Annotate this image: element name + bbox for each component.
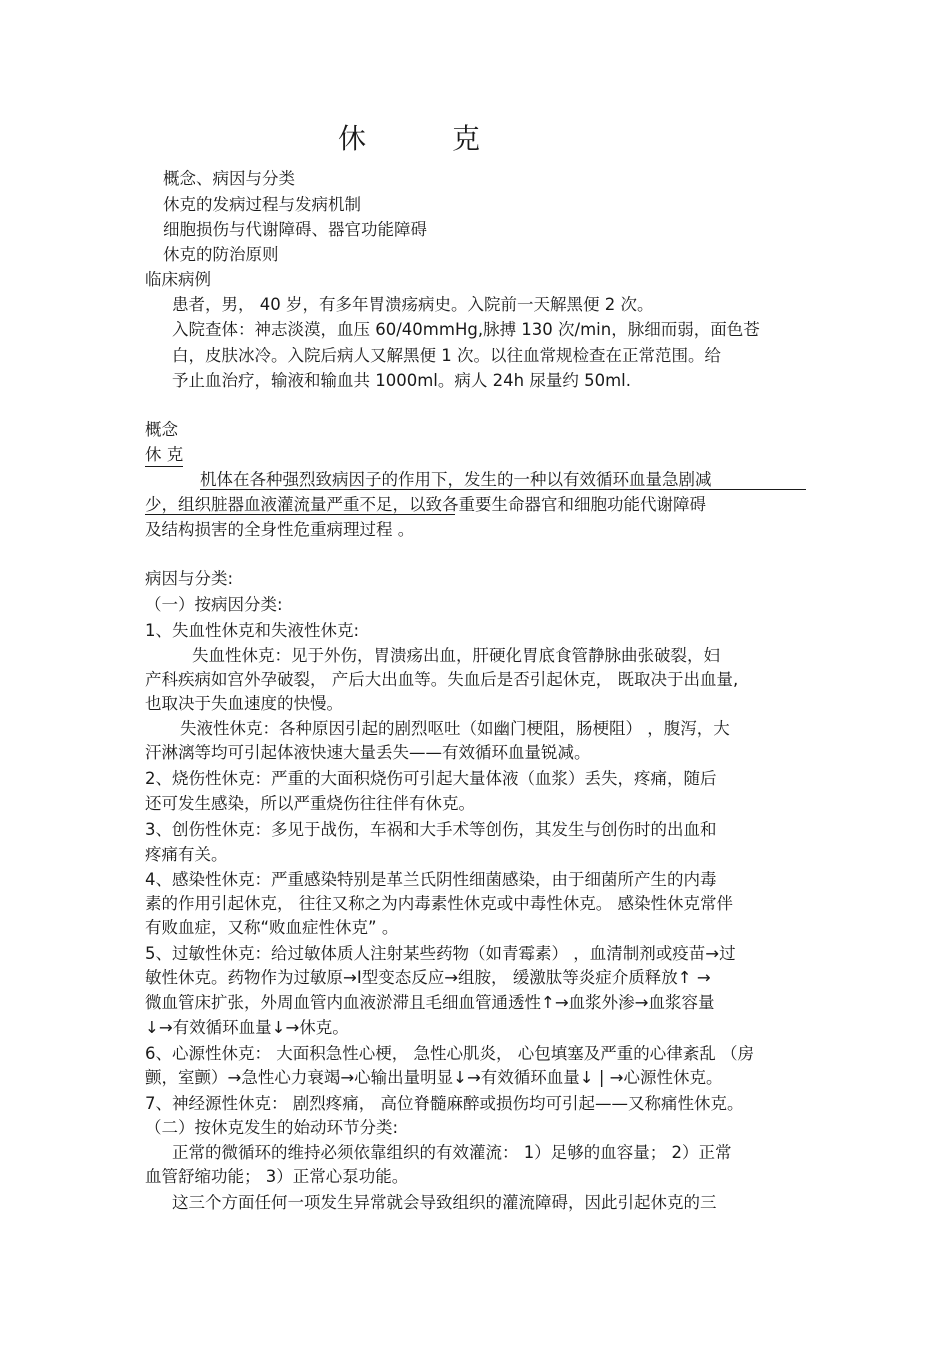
etiology-heading: 病因与分类:	[145, 569, 234, 588]
clinical-case-line: 入院查体：神志淡漠，血压 60/40mmHg,脉搏 130 次/min，脉细而弱，面色苍	[172, 320, 760, 339]
concept-line: 少，组织脏器血液灌流量严重不足，以致各重要生命器官和细胞功能代谢障碍	[145, 495, 706, 514]
etiology-line: 素的作用引起休克， 往往又称之为内毒素性休克或中毒性休克。 感染性休克常伴	[145, 894, 733, 913]
etiology-line: 有败血症，又称“败血症性休克” 。	[145, 918, 399, 937]
underline	[145, 514, 455, 515]
etiology-line: 疼痛有关。	[145, 845, 228, 864]
etiology-line: 2、烧伤性休克：严重的大面积烧伤可引起大量体液（血浆）丢失，疼痛，随后	[145, 769, 717, 788]
etiology-line: ↓→有效循环血量↓→休克。	[145, 1018, 349, 1037]
etiology-line: 这三个方面任何一项发生异常就会导致组织的灌流障碍，因此引起休克的三	[172, 1193, 717, 1212]
outline-item: 细胞损伤与代谢障碍、器官功能障碍	[163, 220, 427, 239]
etiology-subheading: （二）按休克发生的始动环节分类:	[145, 1118, 399, 1137]
page-title-char-1: 休	[338, 122, 367, 155]
etiology-line: 也取决于失血速度的快慢。	[145, 694, 343, 713]
etiology-line: 7、神经源性休克： 剧烈疼痛， 高位脊髓麻醉或损伤均可引起——又称痛性休克。	[145, 1094, 744, 1113]
clinical-case-line: 白，皮肤冰冷。入院后病人又解黑便 1 次。以往血常规检查在正常范围。给	[172, 346, 721, 365]
clinical-case-line: 予止血治疗，输液和输血共 1000ml。病人 24h 尿量约 50ml.	[172, 371, 631, 390]
concept-line: 机体在各种强烈致病因子的作用下，发生的一种以有效循环血量急剧减	[200, 470, 712, 489]
etiology-line: 失液性休克：各种原因引起的剧烈呕吐（如幽门梗阻，肠梗阻） ，腹泻，大	[180, 719, 730, 738]
concept-term: 休 克	[145, 444, 183, 467]
outline-item: 概念、病因与分类	[163, 169, 295, 188]
etiology-line: 颤，室颤）→急性心力衰竭→心输出量明显↓→有效循环血量↓ | →心源性休克。	[145, 1068, 723, 1087]
underline	[200, 489, 806, 490]
etiology-line: 产科疾病如宫外孕破裂， 产后大出血等。失血后是否引起休克， 既取决于出血量,	[145, 670, 739, 689]
etiology-line: 3、创伤性休克：多见于战伤，车祸和大手术等创伤，其发生与创伤时的出血和	[145, 820, 717, 839]
etiology-line: 血管舒缩功能； 3）正常心泵功能。	[145, 1167, 409, 1186]
outline-item: 休克的防治原则	[163, 245, 279, 264]
clinical-case-heading: 临床病例	[145, 270, 211, 289]
etiology-line: 5、过敏性休克：给过敏体质人注射某些药物（如青霉素） ，血清制剂或疫苗→过	[145, 944, 736, 963]
etiology-line: 正常的微循环的维持必须依靠组织的有效灌流： 1）足够的血容量； 2）正常	[172, 1143, 732, 1162]
etiology-line: 汗淋漓等均可引起体液快速大量丢失——有效循环血量锐减。	[145, 743, 591, 762]
clinical-case-line: 患者，男， 40 岁，有多年胃溃疡病史。入院前一天解黑便 2 次。	[172, 295, 654, 314]
outline-item: 休克的发病过程与发病机制	[163, 195, 361, 214]
etiology-line: 6、心源性休克： 大面积急性心梗， 急性心肌炎， 心包填塞及严重的心律紊乱 （房	[145, 1044, 754, 1063]
etiology-line: 敏性休克。药物作为过敏原→Ⅰ型变态反应→组胺， 缓激肽等炎症介质释放↑ →	[145, 968, 711, 987]
etiology-line: 4、感染性休克：严重感染特别是革兰氏阴性细菌感染，由于细菌所产生的内毒	[145, 870, 717, 889]
page-title-char-2: 克	[452, 122, 481, 155]
etiology-line: 失血性休克：见于外伤，胃溃疡出血，肝硬化胃底食管静脉曲张破裂，妇	[192, 646, 720, 665]
etiology-subheading: （一）按病因分类:	[145, 595, 283, 614]
concept-heading: 概念	[145, 420, 178, 439]
etiology-line: 还可发生感染，所以严重烧伤往往伴有休克。	[145, 794, 475, 813]
etiology-line: 1、失血性休克和失液性休克:	[145, 621, 360, 640]
etiology-line: 微血管床扩张，外周血管内血液淤滞且毛细血管通透性↑→血浆外渗→血浆容量	[145, 993, 715, 1012]
concept-line: 及结构损害的全身性危重病理过程 。	[145, 520, 415, 539]
